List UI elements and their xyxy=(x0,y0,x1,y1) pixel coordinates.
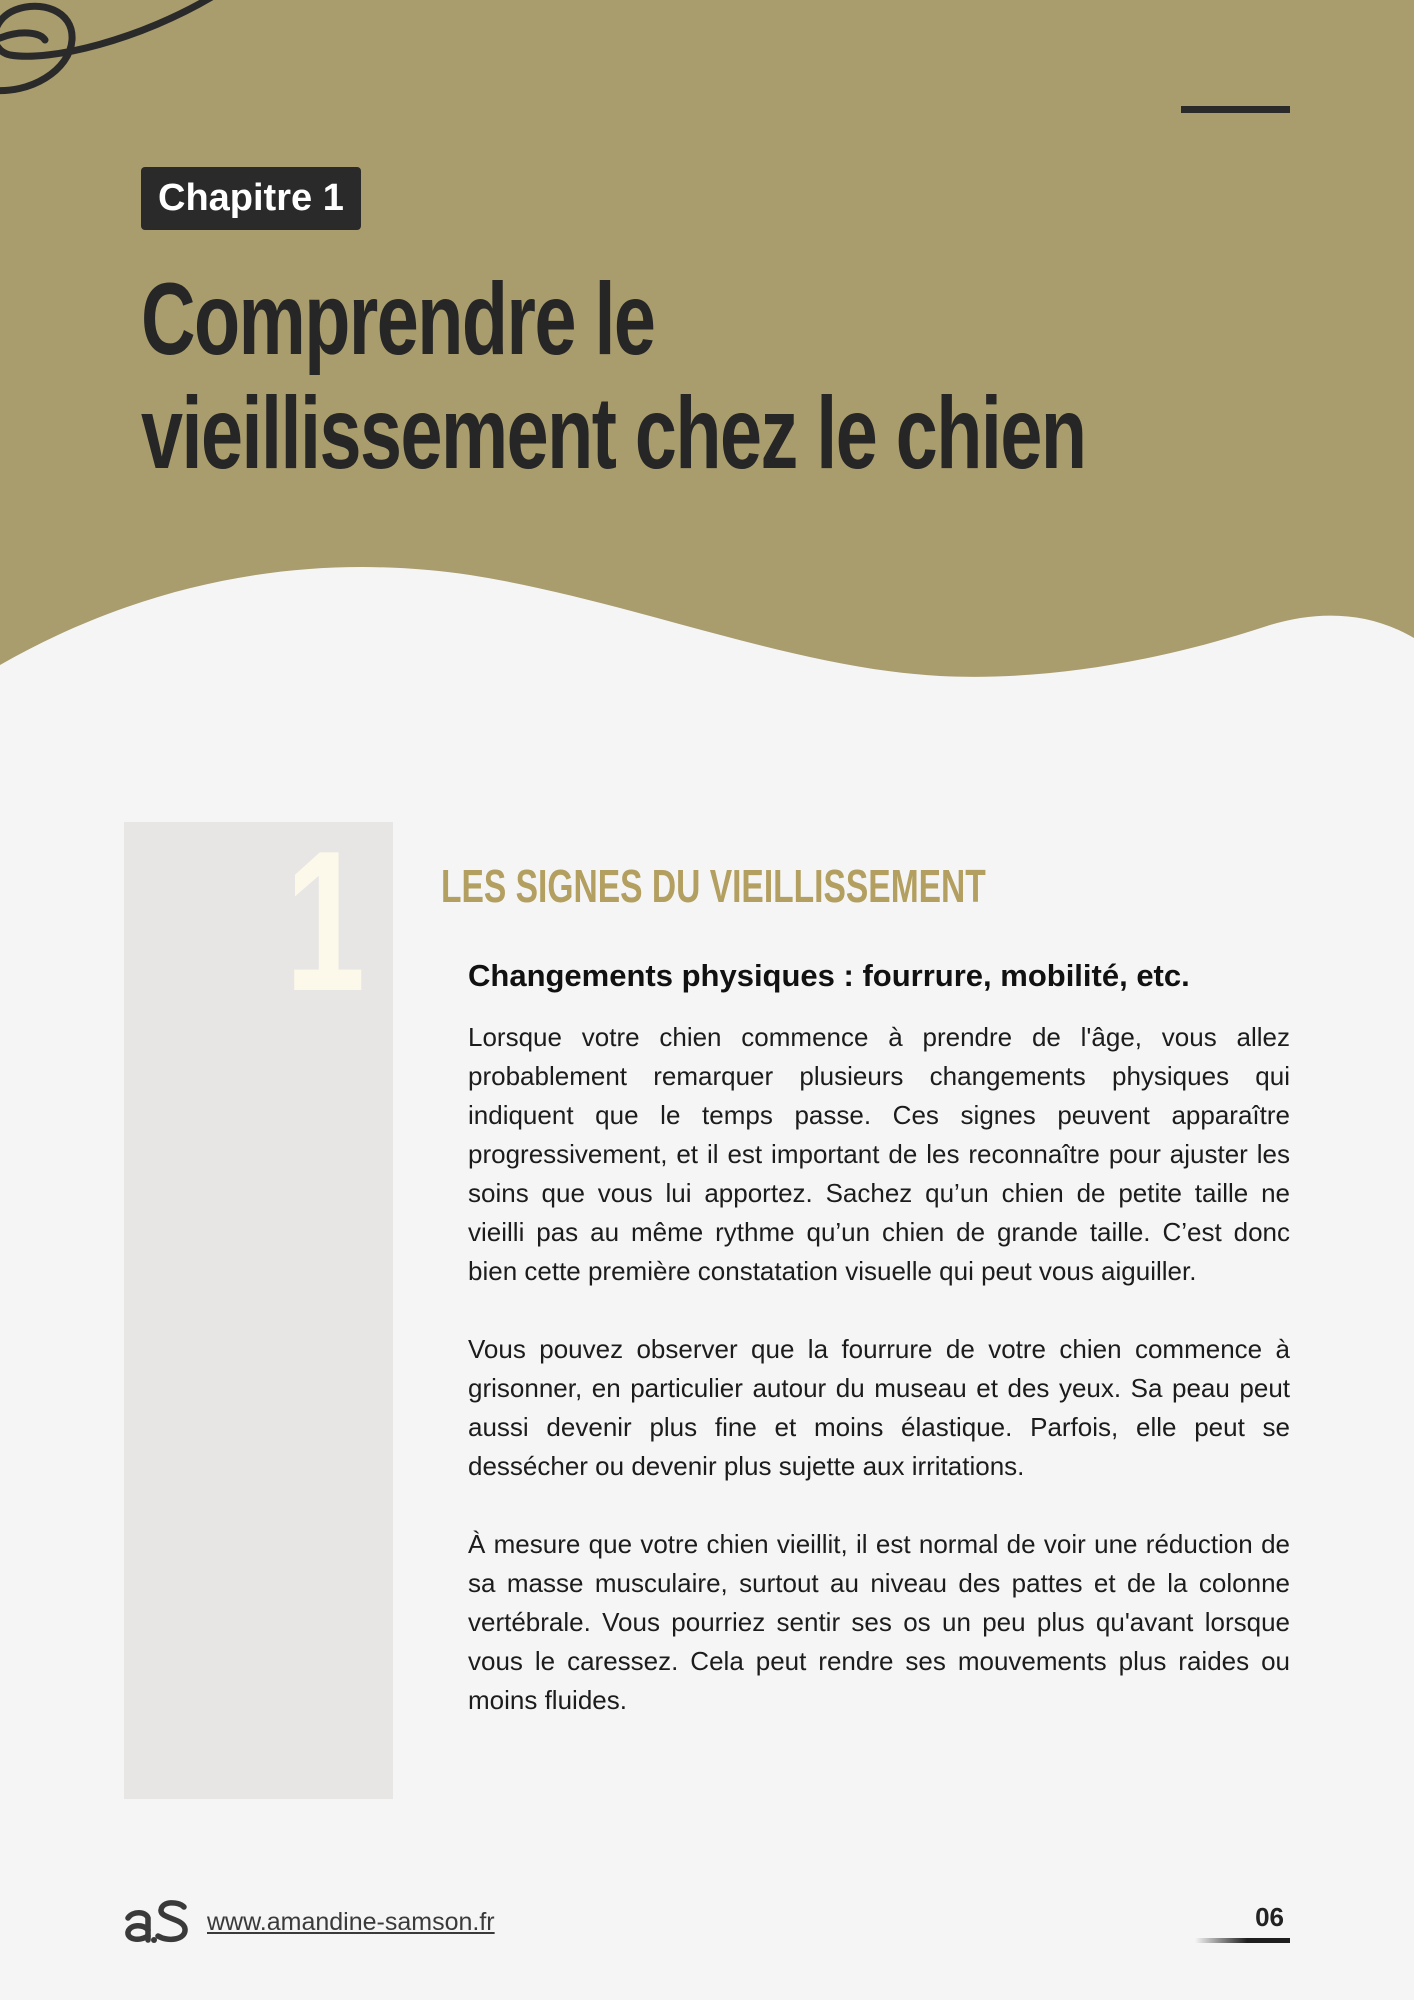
body-paragraph-2: Vous pouvez observer que la fourrure de votre chien commence à grisonner, en particulier autour du museau et des yeux. Sa peau peut aussi devenir plus fine et moins élastique. Parfois, elle peut se dessécher ou devenir plus sujette aux irritations. xyxy=(468,1334,1290,1481)
section-title: LES SIGNES DU VIEILLISSEMENT xyxy=(441,860,986,912)
body-paragraph-1: Lorsque votre chien commence à prendre de l'âge, vous allez probablement remarquer plusieurs changements physiques qui indiquent que le temps passe. Ces signes peuvent apparaître progressivement, et il est important de les reconnaître pour ajuster les soins que vous lui apportez. Sachez qu’un chien de petite taille ne vieilli pas au même rythme qu’un chien de grande taille. C’est donc bien cette première constatation visuelle qui peut vous aiguiller. xyxy=(468,1022,1290,1286)
chapter-badge: Chapitre 1 xyxy=(141,167,361,230)
page-number: 06 xyxy=(1255,1902,1284,1932)
website-link[interactable]: www.amandine-samson.fr xyxy=(207,1908,495,1936)
section-body xyxy=(468,1018,1290,1759)
page-number-rule xyxy=(1195,1938,1290,1943)
chapter-title-line-1: Comprendre le xyxy=(141,262,655,376)
section-side-panel xyxy=(124,810,393,1799)
body-paragraph-3: À mesure que votre chien vieillit, il est normal de voir une réduction de sa masse musculaire, surtout au niveau des pattes et de la colonne vertébrale. Vous pourriez sentir ses os un peu plus qu'avant lorsque vous le caressez. Cela peut rendre ses mouvements plus raides ou moins fluides. xyxy=(468,1529,1290,1715)
chapter-title-line-2: vieillissement chez le chien xyxy=(141,376,1086,490)
as-monogram-logo-icon xyxy=(124,1898,190,1944)
section-number: 1 xyxy=(284,810,365,1033)
section-subtitle: Changements physiques : fourrure, mobilité, etc. xyxy=(468,958,1190,993)
chapter-title xyxy=(141,262,1086,490)
header-accent-rule xyxy=(1181,106,1290,113)
